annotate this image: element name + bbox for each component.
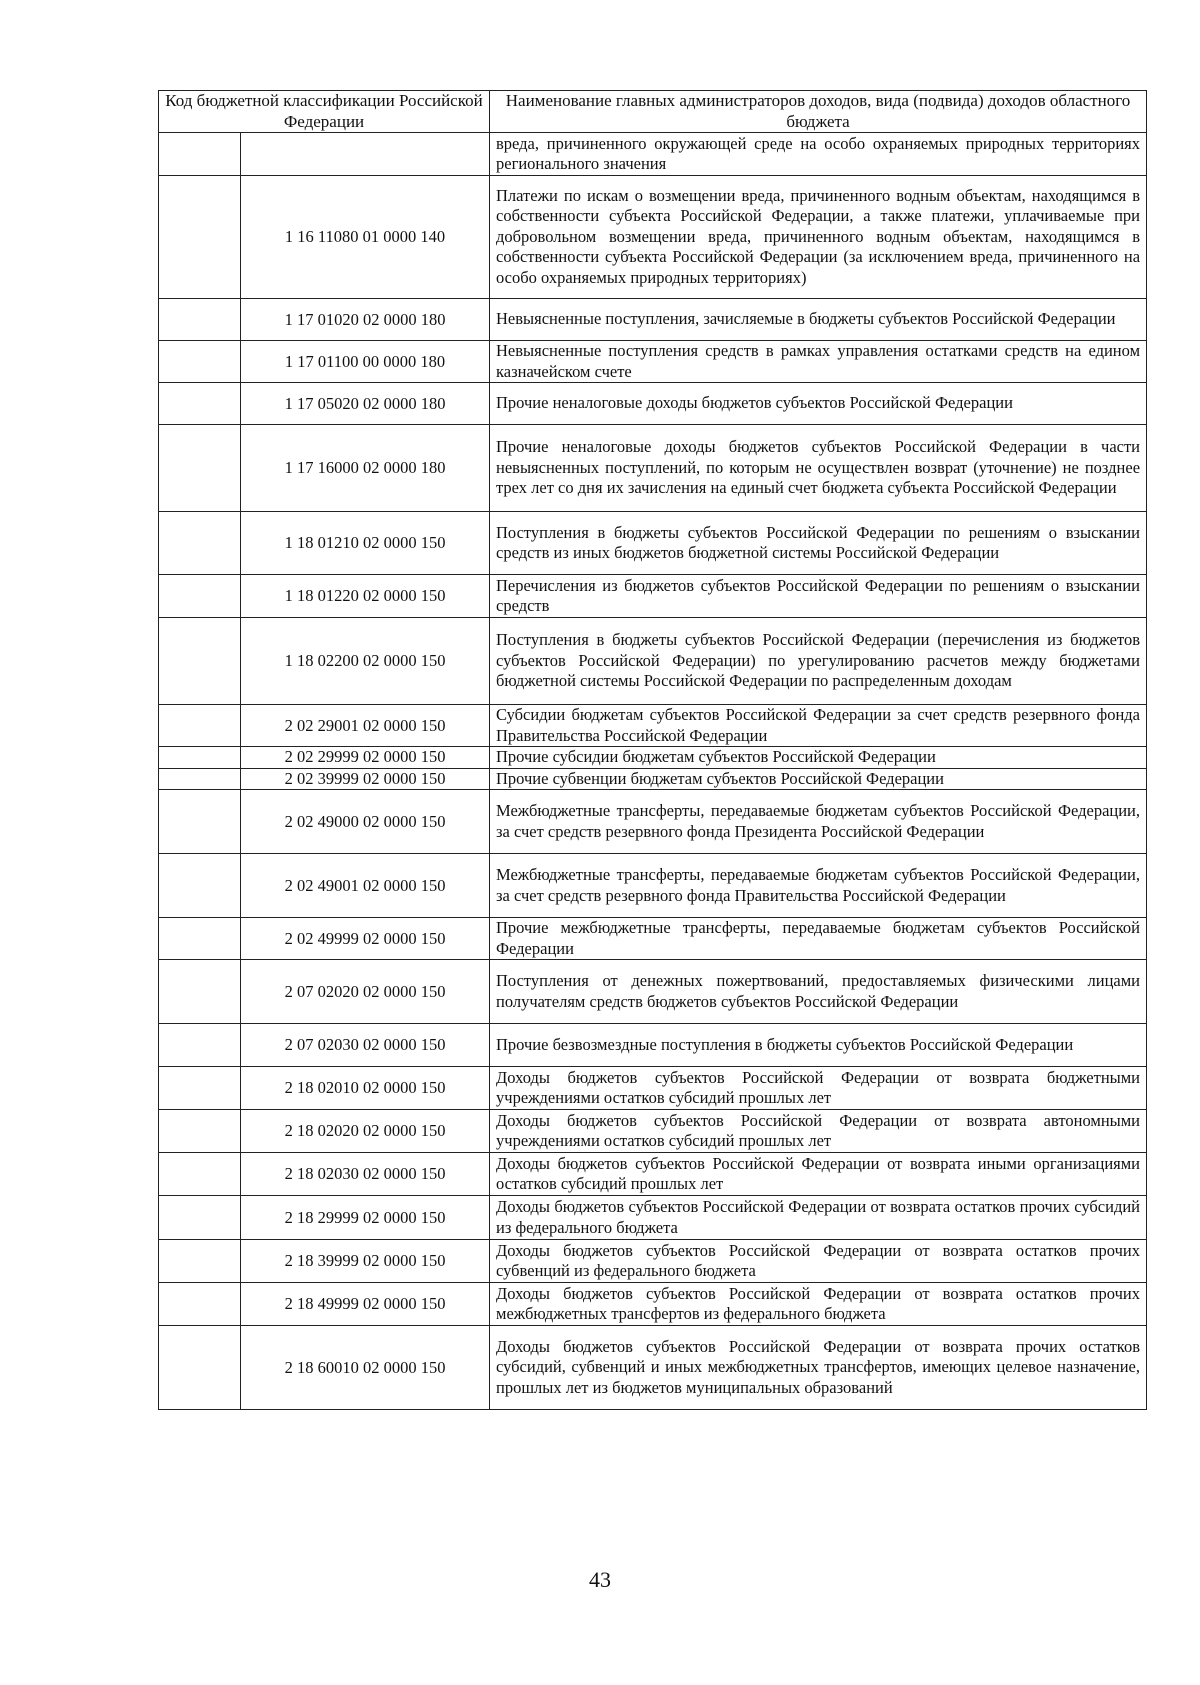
table-row — [159, 960, 1147, 1024]
income-code-cell: 2 18 02010 02 0000 150 — [241, 1067, 490, 1110]
income-code-cell: 2 02 39999 02 0000 150 — [241, 768, 490, 790]
income-name-cell: Поступления от денежных пожертвований, предоставляемых физическими лицами получателям средств бюджетов субъектов Российской Федерации — [490, 960, 1147, 1024]
income-code-cell: 1 17 01020 02 0000 180 — [241, 299, 490, 341]
table-row — [159, 1196, 1147, 1240]
income-code-cell: 2 18 02030 02 0000 150 — [241, 1153, 490, 1196]
table-row — [159, 341, 1147, 383]
income-name-cell: Прочие субсидии бюджетам субъектов Российской Федерации — [490, 747, 1147, 769]
table-row — [159, 512, 1147, 575]
table-row — [159, 618, 1147, 705]
income-code-cell: 1 18 01210 02 0000 150 — [241, 512, 490, 575]
table-row — [159, 790, 1147, 854]
income-code-cell: 2 18 02020 02 0000 150 — [241, 1110, 490, 1153]
income-name-cell: Поступления в бюджеты субъектов Российской Федерации (перечисления из бюджетов субъектов Российской Федерации) по урегулированию расчетов между бюджетами бюджетной системы Российской Федерации по распределенным доходам — [490, 618, 1147, 705]
admin-code-cell — [159, 133, 241, 176]
income-name-cell: Доходы бюджетов субъектов Российской Федерации от возврата автономными учреждениями остатков субсидий прошлых лет — [490, 1110, 1147, 1153]
admin-code-cell — [159, 1024, 241, 1067]
income-name-cell: вреда, причиненного окружающей среде на особо охраняемых природных территориях регионального значения — [490, 133, 1147, 176]
admin-code-cell — [159, 1153, 241, 1196]
table-row — [159, 299, 1147, 341]
admin-code-cell — [159, 618, 241, 705]
income-code-cell: 2 18 39999 02 0000 150 — [241, 1240, 490, 1283]
income-name-cell: Невыясненные поступления, зачисляемые в бюджеты субъектов Российской Федерации — [490, 299, 1147, 341]
table-row — [159, 1326, 1147, 1410]
table-row — [159, 1240, 1147, 1283]
admin-code-cell — [159, 341, 241, 383]
income-code-cell: 1 17 05020 02 0000 180 — [241, 383, 490, 425]
income-code-cell: 1 18 02200 02 0000 150 — [241, 618, 490, 705]
income-code-cell — [241, 133, 490, 176]
income-code-cell: 1 17 01100 00 0000 180 — [241, 341, 490, 383]
income-name-cell: Невыясненные поступления средств в рамках управления остатками средств на едином казначейском счете — [490, 341, 1147, 383]
table-row — [159, 747, 1147, 769]
income-code-cell: 2 02 29001 02 0000 150 — [241, 705, 490, 747]
table-row — [159, 705, 1147, 747]
table-header-row — [159, 91, 1147, 133]
admin-code-cell — [159, 1110, 241, 1153]
income-name-cell: Прочие безвозмездные поступления в бюджеты субъектов Российской Федерации — [490, 1024, 1147, 1067]
table-row — [159, 1067, 1147, 1110]
admin-code-cell — [159, 512, 241, 575]
income-name-cell: Поступления в бюджеты субъектов Российской Федерации по решениям о взыскании средств из иных бюджетов бюджетной системы Российской Федерации — [490, 512, 1147, 575]
table-row — [159, 176, 1147, 299]
income-name-cell: Прочие субвенции бюджетам субъектов Российской Федерации — [490, 768, 1147, 790]
admin-code-cell — [159, 383, 241, 425]
income-name-cell: Межбюджетные трансферты, передаваемые бюджетам субъектов Российской Федерации, за счет средств резервного фонда Правительства Российской Федерации — [490, 854, 1147, 918]
table-row — [159, 425, 1147, 512]
income-name-cell: Доходы бюджетов субъектов Российской Федерации от возврата иными организациями остатков субсидий прошлых лет — [490, 1153, 1147, 1196]
table-row — [159, 768, 1147, 790]
income-code-cell: 2 07 02020 02 0000 150 — [241, 960, 490, 1024]
income-name-cell: Перечисления из бюджетов субъектов Российской Федерации по решениям о взыскании средств — [490, 575, 1147, 618]
income-code-cell: 2 07 02030 02 0000 150 — [241, 1024, 490, 1067]
income-name-cell: Прочие неналоговые доходы бюджетов субъектов Российской Федерации — [490, 383, 1147, 425]
income-code-cell: 2 02 29999 02 0000 150 — [241, 747, 490, 769]
header-name-column: Наименование главных администраторов доходов, вида (подвида) доходов областного бюджета — [490, 91, 1147, 133]
table-row — [159, 1283, 1147, 1326]
income-code-cell: 2 02 49999 02 0000 150 — [241, 918, 490, 960]
table-row — [159, 133, 1147, 176]
income-code-cell: 2 18 49999 02 0000 150 — [241, 1283, 490, 1326]
admin-code-cell — [159, 705, 241, 747]
income-code-cell: 2 02 49000 02 0000 150 — [241, 790, 490, 854]
income-code-cell: 1 16 11080 01 0000 140 — [241, 176, 490, 299]
admin-code-cell — [159, 1067, 241, 1110]
income-name-cell: Доходы бюджетов субъектов Российской Федерации от возврата остатков прочих субсидий из федерального бюджета — [490, 1196, 1147, 1240]
header-code-column: Код бюджетной классификации Российской Федерации — [159, 91, 490, 133]
admin-code-cell — [159, 747, 241, 769]
admin-code-cell — [159, 1196, 241, 1240]
income-code-cell: 2 18 29999 02 0000 150 — [241, 1196, 490, 1240]
income-name-cell: Платежи по искам о возмещении вреда, причиненного водным объектам, находящимся в собственности субъекта Российской Федерации, а также платежи, уплачиваемые при добровольном возмещении вреда, причиненного водным объектам, находящимся в собственности субъекта Российской Федерации (за исключением вреда, причиненного на особо охраняемых природных территориях) — [490, 176, 1147, 299]
income-name-cell: Доходы бюджетов субъектов Российской Федерации от возврата прочих остатков субсидий, субвенций и иных межбюджетных трансфертов, имеющих целевое назначение, прошлых лет из бюджетов муниципальных образований — [490, 1326, 1147, 1410]
admin-code-cell — [159, 790, 241, 854]
admin-code-cell — [159, 854, 241, 918]
admin-code-cell — [159, 768, 241, 790]
income-name-cell: Межбюджетные трансферты, передаваемые бюджетам субъектов Российской Федерации, за счет средств резервного фонда Президента Российской Федерации — [490, 790, 1147, 854]
income-code-cell: 1 17 16000 02 0000 180 — [241, 425, 490, 512]
table-row — [159, 383, 1147, 425]
admin-code-cell — [159, 425, 241, 512]
income-name-cell: Субсидии бюджетам субъектов Российской Федерации за счет средств резервного фонда Правительства Российской Федерации — [490, 705, 1147, 747]
budget-classification-table — [158, 90, 1147, 1410]
table-row — [159, 575, 1147, 618]
admin-code-cell — [159, 1240, 241, 1283]
table-row — [159, 1024, 1147, 1067]
table-row — [159, 918, 1147, 960]
admin-code-cell — [159, 960, 241, 1024]
income-name-cell: Прочие неналоговые доходы бюджетов субъектов Российской Федерации в части невыясненных поступлений, по которым не осуществлен возврат (уточнение) не позднее трех лет со дня их зачисления на единый счет бюджета субъекта Российской Федерации — [490, 425, 1147, 512]
table-row — [159, 1153, 1147, 1196]
admin-code-cell — [159, 918, 241, 960]
admin-code-cell — [159, 299, 241, 341]
income-code-cell: 2 02 49001 02 0000 150 — [241, 854, 490, 918]
table-row — [159, 854, 1147, 918]
admin-code-cell — [159, 1283, 241, 1326]
income-name-cell: Доходы бюджетов субъектов Российской Федерации от возврата остатков прочих субвенций из федерального бюджета — [490, 1240, 1147, 1283]
page-number: 43 — [589, 1567, 611, 1592]
admin-code-cell — [159, 575, 241, 618]
admin-code-cell — [159, 176, 241, 299]
table-row — [159, 1110, 1147, 1153]
income-code-cell: 2 18 60010 02 0000 150 — [241, 1326, 490, 1410]
admin-code-cell — [159, 1326, 241, 1410]
income-code-cell: 1 18 01220 02 0000 150 — [241, 575, 490, 618]
income-name-cell: Доходы бюджетов субъектов Российской Федерации от возврата остатков прочих межбюджетных трансфертов из федерального бюджета — [490, 1283, 1147, 1326]
income-name-cell: Прочие межбюджетные трансферты, передаваемые бюджетам субъектов Российской Федерации — [490, 918, 1147, 960]
income-name-cell: Доходы бюджетов субъектов Российской Федерации от возврата бюджетными учреждениями остатков субсидий прошлых лет — [490, 1067, 1147, 1110]
